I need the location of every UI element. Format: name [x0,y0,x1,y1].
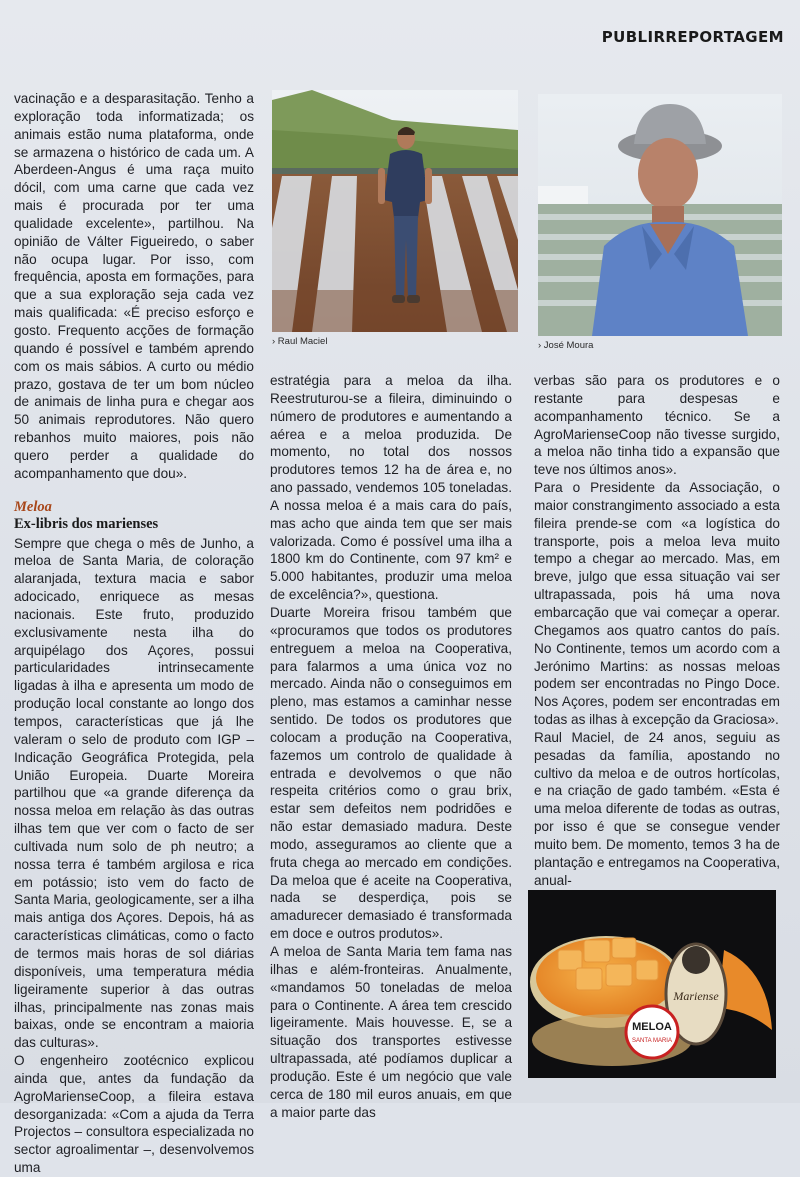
photo-caption: › José Moura [538,340,594,351]
paragraph: A meloa de Santa Maria tem fama nas ilhas e além-fronteiras. Anualmente, «mandamos 50 toneladas de meloa para o Continente. A área tem crescido ligeiramente. Mais houvesse. E, se a situação dos transportes estivesse ultrapassada, até podíamos duplicar a produção. Este é um negócio que vale cerca de 180 mil euros anuais, em que a maior parte das [270,944,512,1120]
column-3 [534,372,780,889]
paragraph: estratégia para a meloa da ilha. Reestruturou-se a fileira, diminuindo o número de produtores e aumentando a aérea e a meloa produzida. De momento, no total dos nossos produtores temos 12 ha de área e, no ano passado, vendemos 105 toneladas. A nossa meloa é a mais cara do país, mas acho que ainda tem que ser mais valorizada. Como é possível uma ilha a 1800 km do Continente, com 97 km² e 5.000 habitantes, produzir uma meloa de excelência?», questiona. [270,373,512,603]
svg-text:MELOA: MELOA [632,1021,672,1033]
svg-text:SANTA MARIA: SANTA MARIA [632,1038,672,1044]
paragraph: Duarte Moreira frisou também que «procuramos que todos os produtores entreguem a meloa na Cooperativa, para falarmos a uma única voz no mercado. Ainda não o conseguimos em pleno, mas estamos a caminhar nesse sentido. De todos os produtores que colocam a produção na Cooperativa, fazemos um controlo de qualidade à entrada e devolvemos o que não respeita critérios como o grau brix, estar sem defeitos nem podridões e não estar demasiado madura. Deste modo, asseguramos ao cliente que a fruta chega ao mercado em condições. Da meloa que é aceite na Cooperativa, nada se desperdiça, pois se amadurecer demasiado é transformada em doce e outros produtos». [270,604,512,942]
paragraph: O engenheiro zootécnico explicou ainda que, antes da fundação da AgroMarienseCoop, a fileira estava desorganizada: «Com a ajuda da Terra Projectos – consultora especializada no sector agroalimentar –, desenvolvemos uma [14,1053,254,1176]
paragraph: verbas são para os produtores e o restante para despesas e acompanhamento técnico. Se a AgroMarienseCoop não tivesse surgido, a meloa não tinha tido a expansão que teve nos últimos anos». [534,373,780,478]
section-title: Meloa [14,498,52,515]
section-subtitle: Ex-libris dos marienses [14,515,159,532]
column-2 [270,372,512,1121]
paragraph: Para o Presidente da Associação, o maior constrangimento associado a esta fileira prende-se com «a logística do transporte, pois a meloa leva muito tempo a chegar ao mercado. Mas, em breve, julgo que essa situação vai ser ultrapassada, pois há uma nova embarcação que vai começar a operar. Chegamos aos quatro cantos do país. No Continente, temos um acordo com a Jerónimo Martins: as nossas meloas podem ser encontradas no Pingo Doce. Nos Açores, podem ser encontradas em todas as ilhas à excepção da Graciosa». [534,480,780,728]
section-label: PUBLIRREPORTAGEM [601,28,784,46]
photo-raul-maciel [272,90,518,332]
paragraph: Raul Maciel, de 24 anos, seguiu as pesadas da família, apostando no cultivo da meloa e de outros hortícolas, e na criação de gado também. «Esta é uma meloa diferente de todas as outras, por isso é que se consegue vender muito bem. De momento, temos 3 ha de plantação e entregamos na Cooperativa, anual- [534,729,780,888]
paragraph: Sempre que chega o mês de Junho, a meloa de Santa Maria, de coloração alaranjada, textura macia e sabor adocicado, enriquece as mesas nacionais. Este fruto, produzido exclusivamente nesta ilha do arquipélago dos Açores, possui particularidades intrinsecamente ligadas à ilha e apresenta um modo de produção local constante ao longo dos tempos, características que já lhe valeram o selo de produto com IGP – Indicação Geográfica Protegida, pela União Europeia. Duarte Moreira partilhou que «a grande diferença da nossa meloa em relação às das outras ilhas tem que ver com o facto de ser cultivada num solo de ph neutro; a nossa terra é também argilosa e rica em potássio; isto vem do facto de Santa Maria, geologicamente, ser a ilha mais antiga dos Açores. Depois, há as características climáticas, como o facto de termos mais horas de sol diárias disponíveis, uma temperatura média ligeiramente superior à das outras ilhas, principalmente nas zonas mais baixas, onde se encontram a maioria das culturas». [14,535,254,1051]
paragraph: vacinação e a desparasitação. Tenho a exploração toda informatizada; os animais estão numa plataforma, onde se armazena o histórico de cada um. A Aberdeen-Angus é uma raça muito dócil, com uma carne que cada vez mais é procurada por ter uma qualidade excelente», partilhou. Na opinião de Válter Figueiredo, o saber não ocupa lugar. Por isso, com frequência, aposta em formações, para que a sua exploração seja cada vez mais qualificada: «É preciso esforço e gosto. Frequento acções de formação quando é possível e também aprendo com os mais sábios. A curto ou médio prazo, gostava de ter um bom núcleo de animais de linha pura e chegar aos 50 animais reprodutores. Não quero rebanhos muito maiores, pois não quero perder a qualidade do acompanhamento que dou». [14,91,254,481]
column-1 [14,90,254,1177]
photo-meloa-product [528,890,776,1078]
svg-text:Mariense: Mariense [673,989,719,1003]
photo-jose-moura [538,94,782,336]
photo-caption: › Raul Maciel [272,336,328,347]
